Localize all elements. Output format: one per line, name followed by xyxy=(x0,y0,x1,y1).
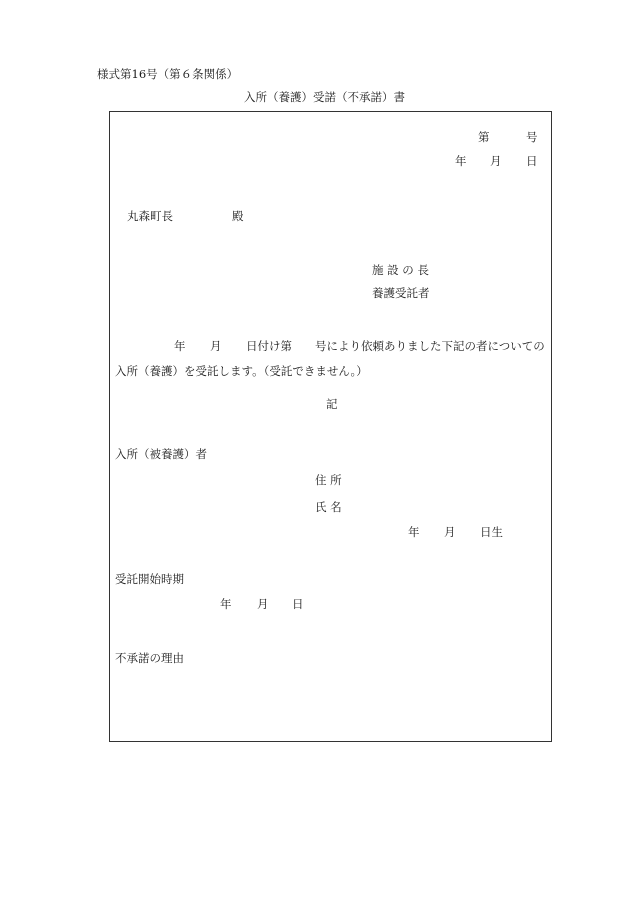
reason-label: 不承諾の理由 xyxy=(115,651,184,665)
body-year: 年 xyxy=(174,339,186,353)
issue-day: 日 xyxy=(526,154,538,168)
start-year: 年 xyxy=(220,597,232,611)
birth-month: 月 xyxy=(444,525,456,539)
start-label: 受託開始時期 xyxy=(115,572,184,586)
body-month: 月 xyxy=(210,339,222,353)
document-title: 入所（養護）受諾（不承諾）書 xyxy=(244,90,405,104)
start-month: 月 xyxy=(257,597,269,611)
sender-consignee: 養護受託者 xyxy=(372,286,430,300)
subject-address-label: 住 所 xyxy=(315,473,342,487)
doc-no-dai: 第 xyxy=(478,130,490,144)
birth-year: 年 xyxy=(408,525,420,539)
body-dated: 日付け第 xyxy=(246,339,292,353)
doc-no-go: 号 xyxy=(526,130,538,144)
ki-mark: 記 xyxy=(326,397,338,411)
subject-label: 入所（被養護）者 xyxy=(115,447,207,461)
body-line-2: 入所（養護）を受託します。（受託できません。） xyxy=(115,364,368,378)
form-number: 様式第16号（第６条関係） xyxy=(97,67,239,81)
birth-day: 日生 xyxy=(480,525,503,539)
addressee-honorific: 殿 xyxy=(232,209,244,223)
issue-month: 月 xyxy=(490,154,502,168)
start-day: 日 xyxy=(292,597,304,611)
sender-facility-head: 施 設 の 長 xyxy=(372,263,429,277)
body-clause: 号により依頼ありました下記の者についての xyxy=(315,339,545,353)
form-border xyxy=(109,111,552,742)
issue-year: 年 xyxy=(455,154,467,168)
subject-name-label: 氏 名 xyxy=(315,500,342,514)
addressee-name: 丸森町長 xyxy=(127,209,173,223)
